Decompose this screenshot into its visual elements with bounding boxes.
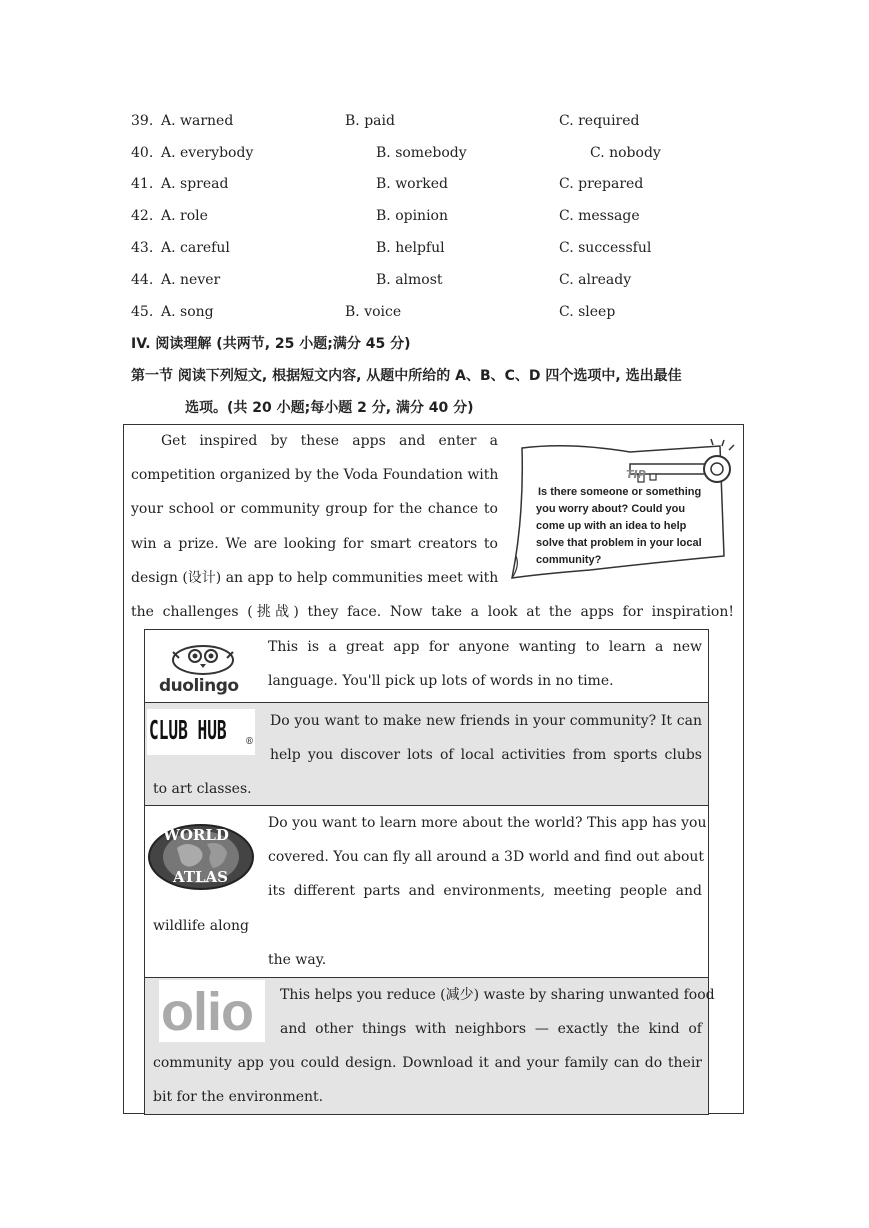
tip-illustration [510,438,736,590]
app-desc-line: and other things with neighbors — exactly the kind of [280,1021,702,1037]
option-c: C. successful [559,240,652,256]
tip-line-1: Is there someone or something [538,486,702,498]
app-desc-line: This helps you reduce (减少) waste by sharing unwanted food [280,987,715,1003]
app-row-club-hub [144,702,709,806]
option-b: B. helpful [376,240,445,256]
option-c: C. nobody [590,145,661,161]
option-a: A. warned [161,113,234,129]
app-desc-line: to art classes. [153,781,252,797]
option-row-42 [131,206,731,226]
option-row-41 [131,174,731,194]
duolingo-logo [155,638,251,700]
world-atlas-word-top: WORLD [163,826,229,844]
question-number: 40. [131,145,154,161]
intro-line-4: win a prize. We are looking for smart creators to [131,536,498,552]
option-b: B. almost [376,272,443,288]
option-b: B. somebody [376,145,467,161]
tip-line-2: you worry about? Could you [536,503,686,515]
option-row-44 [131,270,731,290]
option-b: B. worked [376,176,449,192]
option-c: C. sleep [559,304,616,320]
app-row-duolingo [144,629,709,703]
question-number: 45. [131,304,154,320]
question-number: 41. [131,176,154,192]
question-number: 43. [131,240,154,256]
intro-line-6: the challenges (挑战) they face. Now take a look at the apps for inspiration! [131,604,734,620]
option-a: A. careful [161,240,230,256]
option-b: B. opinion [376,208,448,224]
intro-line-5: design (设计) an app to help communities meet with [131,570,499,586]
tip-line-4: solve that problem in your local [536,537,702,549]
app-desc-line: Do you want to learn more about the world? This app has you [268,815,707,831]
intro-line-2: competition organized by the Voda Foundation with [131,467,499,483]
olio-logo [159,980,265,1042]
app-desc-line: wildlife along [153,918,250,934]
question-number: 44. [131,272,154,288]
option-b: B. voice [345,304,402,320]
option-row-40 [131,143,731,163]
question-number: 42. [131,208,154,224]
registered-icon: ® [245,737,254,747]
tip-line-3: come up with an idea to help [536,520,687,532]
duolingo-wordmark: duolingo [159,676,239,696]
section-title: IV. 阅读理解 (共两节, 25 小题;满分 45 分) [131,336,411,352]
question-number: 39. [131,113,154,129]
app-row-world-atlas [144,805,709,978]
app-desc-line: help you discover lots of local activities from sports clubs [270,747,702,763]
intro-line-1: Get inspired by these apps and enter a [161,433,498,449]
option-row-45 [131,302,731,322]
club-hub-wordmark: CLUB HUB [149,716,227,746]
option-row-43 [131,238,731,258]
owl-icon [155,638,251,678]
tip-label: TIP [626,468,646,481]
app-row-olio [144,977,715,1115]
app-desc-line: bit for the environment. [153,1089,324,1105]
app-desc-line: covered. You can fly all around a 3D world and find out about [268,849,705,865]
app-desc-line: This is a great app for anyone wanting to learn a new [268,639,702,655]
app-desc-line: community app you could design. Download it and your family can do their [153,1055,702,1071]
option-a: A. never [161,272,221,288]
option-a: A. everybody [161,145,254,161]
part-instruction-line2: 选项。(共 20 小题;每小题 2 分, 满分 40 分) [185,400,474,416]
option-b: B. paid [345,113,395,129]
option-c: C. required [559,113,640,129]
option-row-39 [131,111,731,131]
option-a: A. role [161,208,208,224]
world-atlas-word-bottom: ATLAS [173,868,228,886]
app-desc-line: the way. [268,952,327,968]
app-desc-line: language. You'll pick up lots of words in no time. [268,673,614,689]
option-a: A. song [161,304,214,320]
option-a: A. spread [161,176,229,192]
option-c: C. already [559,272,632,288]
intro-line-3: your school or community group for the chance to [131,501,498,517]
app-desc-line: its different parts and environments, meeting people and [268,883,702,899]
app-desc-line: Do you want to make new friends in your community? It can [270,713,702,729]
option-c: C. message [559,208,640,224]
club-hub-logo [147,709,255,755]
part-instruction-line1: 第一节 阅读下列短文, 根据短文内容, 从题中所给的 A、B、C、D 四个选项中, 选出最佳 [131,368,682,384]
world-atlas-logo [147,822,255,892]
tip-line-5: community? [536,554,602,566]
olio-wordmark: olio [161,982,253,1042]
option-c: C. prepared [559,176,644,192]
